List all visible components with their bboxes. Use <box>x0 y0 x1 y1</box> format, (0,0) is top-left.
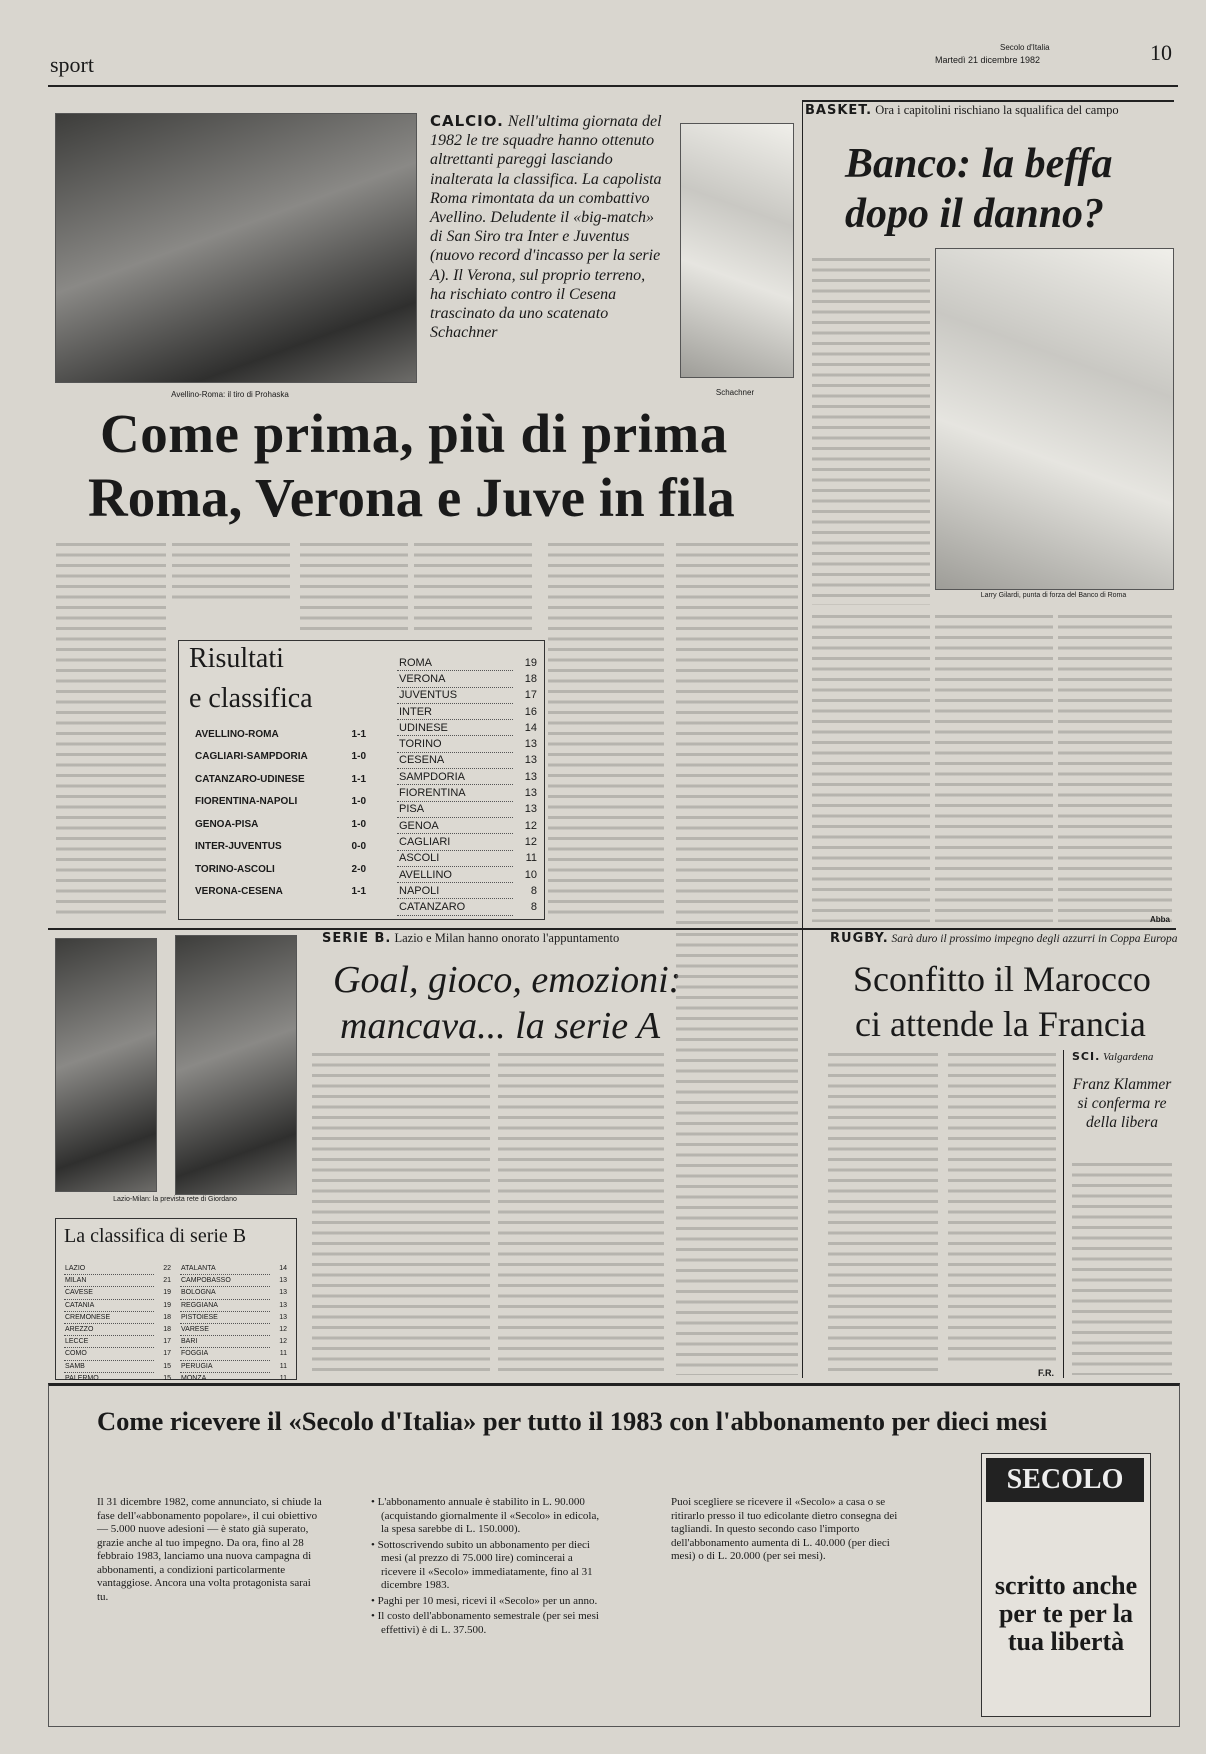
standings-team: VERONA <box>397 671 513 687</box>
standings-row <box>397 769 539 785</box>
standings-points: 8 <box>530 901 537 914</box>
serie-b-team: PISTOIESE <box>180 1311 270 1323</box>
standings-points: 13 <box>524 770 537 783</box>
standings-table <box>397 655 539 916</box>
mid-rule <box>48 928 1176 930</box>
standings-points: 12 <box>524 819 537 832</box>
section-label: sport <box>50 52 94 77</box>
result-score: 1-1 <box>351 728 366 740</box>
calcio-body-col3 <box>300 540 408 630</box>
rugby-body-col2 <box>948 1050 1056 1365</box>
calcio-standfirst-text: Nell'ultima giornata del 1982 le tre squadre hanno ottenuto altrettanti pareggi lasciando inalterata la classifica. La capolista Roma rimontata da un combattivo Avellino. Deludente il «big-match» di San Siro tra Inter e Juventus (nuovo record d'incasso per la serie A). Il Verona, sul proprio terreno, ha rischiato contro il Cesena trascinato da uno scatenato Schachner <box>430 113 662 342</box>
serie-b-points: 14 <box>279 1265 287 1273</box>
standings-row <box>397 752 539 768</box>
standings-points: 10 <box>524 868 537 881</box>
result-match: AVELLINO-ROMA <box>195 728 279 740</box>
photo-lazio-milan-2 <box>175 935 297 1195</box>
serie-b-team: CREMONESE <box>64 1311 154 1323</box>
result-row <box>193 881 368 904</box>
standings-points: 14 <box>524 721 537 734</box>
serie-b-points: 17 <box>163 1350 171 1358</box>
basket-signature: Abba <box>1150 915 1170 924</box>
serie-b-team: LECCE <box>64 1336 154 1348</box>
calcio-right-rule <box>802 100 803 930</box>
serie-b-points: 11 <box>279 1362 287 1370</box>
standings-points: 18 <box>524 672 537 685</box>
standings-points: 13 <box>524 787 537 800</box>
rugby-standfirst-text: Sarà duro il prossimo impegno degli azzurri in Coppa Europa <box>891 933 1178 945</box>
result-row <box>193 791 368 814</box>
serie-b-points: 15 <box>163 1374 171 1382</box>
standings-team: PISA <box>397 801 513 817</box>
basket-body-col1 <box>812 255 930 605</box>
calcio-body-col2 <box>172 540 290 600</box>
serie-b-table-left <box>64 1263 172 1385</box>
serie-b-team: REGGIANA <box>180 1299 270 1311</box>
rugby-headline-1: Sconfitto il Marocco <box>853 959 1151 999</box>
page-number: 10 <box>1150 40 1172 65</box>
basket-body-col3 <box>935 612 1053 922</box>
serie-b-row <box>64 1360 172 1372</box>
result-row <box>193 836 368 859</box>
result-row <box>193 768 368 791</box>
result-score: 1-0 <box>351 796 366 808</box>
calcio-body-col5 <box>548 540 664 920</box>
calcio-headline-2: Roma, Verona e Juve in fila <box>88 467 735 528</box>
result-score: 1-0 <box>351 818 366 830</box>
standings-row <box>397 899 539 915</box>
serie-b-kicker: SERIE B. <box>322 931 392 946</box>
serie-b-team: PERUGIA <box>180 1360 270 1372</box>
rugby-headline-2: ci attende la Francia <box>855 1004 1146 1044</box>
basket-body-col2 <box>812 612 930 922</box>
serie-b-body-col2 <box>498 1050 664 1375</box>
serie-b-team: VARESE <box>180 1323 270 1335</box>
result-score: 0-0 <box>351 841 366 853</box>
calcio-body-col1 <box>56 540 166 920</box>
calcio-body-col6 <box>676 540 798 925</box>
result-match: CATANZARO-UDINESE <box>195 773 305 785</box>
rugby-body-col1 <box>828 1050 938 1375</box>
basket-headline-1: Banco: la beffa <box>845 141 1113 187</box>
standings-row <box>397 720 539 736</box>
standings-row <box>397 703 539 719</box>
serie-b-row <box>64 1323 172 1335</box>
serie-b-team: CAMPOBASSO <box>180 1275 270 1287</box>
serie-b-points: 13 <box>279 1301 287 1309</box>
serie-b-points: 21 <box>163 1277 171 1285</box>
serie-b-team: BOLOGNA <box>180 1287 270 1299</box>
sci-kicker-line <box>1072 1050 1153 1063</box>
serie-b-points: 22 <box>163 1265 171 1273</box>
standings-team: GENOA <box>397 817 513 833</box>
basket-body-col4 <box>1058 612 1172 922</box>
result-score: 1-0 <box>351 751 366 763</box>
serie-b-team: SAMB <box>64 1360 154 1372</box>
standings-row <box>397 687 539 703</box>
standings-row <box>397 655 539 671</box>
result-match: INTER-JUVENTUS <box>195 841 282 853</box>
serie-b-row <box>64 1299 172 1311</box>
basket-standfirst-text: Ora i capitolini rischiano la squalifica del campo <box>875 103 1119 117</box>
basket-top-rule <box>802 100 1174 102</box>
serie-b-points: 18 <box>163 1313 171 1321</box>
serie-b-row <box>180 1275 288 1287</box>
sci-headline: Franz Klammer si conferma re della libera <box>1072 1076 1172 1131</box>
subscription-col3: Puoi scegliere se ricevere il «Secolo» a casa o se ritirarlo presso il tuo edicolante dietro consegna dei tagliandi. In questo secondo caso l'importo dell'abbonamento aumenta di L. 40.000 (per dieci mesi) o di L. 20.000 (per sei mesi). <box>671 1496 898 1562</box>
paper-name: Secolo d'Italia <box>1000 43 1050 52</box>
results-table <box>193 723 368 903</box>
standings-row <box>397 736 539 752</box>
serie-b-table-title: La classifica di serie B <box>64 1225 247 1247</box>
serie-b-points: 11 <box>279 1350 287 1358</box>
standings-row <box>397 817 539 833</box>
serie-b-points: 13 <box>279 1277 287 1285</box>
result-match: TORINO-ASCOLI <box>195 863 275 875</box>
serie-b-points: 15 <box>163 1362 171 1370</box>
ad-tagline: scritto anche per te per la tua libertà <box>994 1571 1138 1656</box>
standings-points: 13 <box>524 738 537 751</box>
standings-team: FIORENTINA <box>397 785 513 801</box>
serie-b-photo-caption: Lazio-Milan: la prevista rete di Giordano <box>113 1196 237 1203</box>
subscription-ad <box>981 1453 1151 1717</box>
result-row <box>193 723 368 746</box>
serie-b-row <box>180 1336 288 1348</box>
standings-team: CESENA <box>397 752 513 768</box>
serie-b-row <box>64 1287 172 1299</box>
subscription-col1: Il 31 dicembre 1982, come annunciato, si chiude la fase dell'«abbonamento popolare», il cui obiettivo — 5.000 nuove adesioni — è stato già superato, grazie anche al tuo impegno. Da ora, fino al 28 febbraio 1983, lanciamo una nuova campagna di abbonamenti, a condizioni particolarmente vantaggiose. Ancora una volta protagonista sarai tu. <box>97 1496 322 1603</box>
basket-standfirst <box>805 103 1175 118</box>
serie-b-row <box>180 1299 288 1311</box>
subscription-bullet: • Il costo dell'abbonamento semestrale (per sei mesi effettivi) è di L. 37.500. <box>371 1610 599 1636</box>
photo-avellino-roma <box>55 113 417 383</box>
standings-row <box>397 834 539 850</box>
result-match: CAGLIARI-SAMPDORIA <box>195 751 308 763</box>
serie-b-standfirst-text: Lazio e Milan hanno onorato l'appuntamento <box>394 931 620 945</box>
standings-row <box>397 801 539 817</box>
basket-headline-2: dopo il danno? <box>845 191 1105 237</box>
rugby-kicker: RUGBY. <box>830 931 889 946</box>
ad-masthead: SECOLO <box>986 1458 1144 1502</box>
result-match: VERONA-CESENA <box>195 886 283 898</box>
serie-b-table-right <box>180 1263 288 1385</box>
standings-team: AVELLINO <box>397 866 513 882</box>
standings-team: TORINO <box>397 736 513 752</box>
serie-b-headline-2: mancava... la serie A <box>340 1005 661 1047</box>
standings-team: CATANZARO <box>397 899 513 915</box>
standings-team: UDINESE <box>397 720 513 736</box>
serie-b-row <box>64 1336 172 1348</box>
result-row <box>193 858 368 881</box>
serie-b-table-box <box>55 1218 297 1380</box>
serie-b-team: BARI <box>180 1336 270 1348</box>
header-rule <box>48 85 1178 87</box>
standings-team: NAPOLI <box>397 883 513 899</box>
standings-team: ROMA <box>397 655 513 671</box>
serie-b-row <box>180 1323 288 1335</box>
serie-b-team: COMO <box>64 1348 154 1360</box>
standings-row <box>397 785 539 801</box>
result-row <box>193 813 368 836</box>
serie-b-row <box>64 1263 172 1275</box>
serie-b-row <box>180 1287 288 1299</box>
serie-b-points: 12 <box>279 1338 287 1346</box>
calcio-body-col4 <box>414 540 532 630</box>
result-score: 1-1 <box>351 773 366 785</box>
standings-team: ASCOLI <box>397 850 513 866</box>
photo-basket-gilardi <box>935 248 1174 590</box>
serie-b-points: 19 <box>163 1301 171 1309</box>
result-score: 2-0 <box>351 863 366 875</box>
serie-b-body-col1 <box>312 1050 490 1375</box>
rugby-signature: F.R. <box>1038 1368 1055 1378</box>
photo-lazio-milan-1 <box>55 938 157 1192</box>
standings-team: JUVENTUS <box>397 687 513 703</box>
serie-b-points: 11 <box>279 1374 287 1382</box>
serie-b-points: 13 <box>279 1313 287 1321</box>
sci-body <box>1072 1160 1172 1375</box>
standings-points: 17 <box>524 689 537 702</box>
serie-b-headline-1: Goal, gioco, emozioni: <box>333 959 682 1001</box>
risultati-title-2: e classifica <box>189 683 313 714</box>
rugby-left-rule <box>802 930 803 1378</box>
sci-kicker: SCI. <box>1072 1050 1101 1063</box>
photo-caption-prohaska: Avellino-Roma: il tiro di Prohaska <box>171 390 289 399</box>
serie-b-team: PALERMO <box>64 1372 154 1384</box>
serie-b-team: CAVESE <box>64 1287 154 1299</box>
serie-b-team: FOGGIA <box>180 1348 270 1360</box>
serie-b-row <box>180 1348 288 1360</box>
serie-b-team: CATANIA <box>64 1299 154 1311</box>
standings-points: 11 <box>525 852 537 865</box>
standings-points: 13 <box>524 803 537 816</box>
photo-schachner <box>680 123 794 378</box>
risultati-title-1: Risultati <box>189 643 284 674</box>
serie-b-team: LAZIO <box>64 1263 154 1275</box>
serie-b-points: 19 <box>163 1289 171 1297</box>
subscription-bullet: • L'abbonamento annuale è stabilito in L. 90.000 (acquistando giornalmente il «Secolo» in edicola, la spesa sarebbe di L. 150.000). <box>371 1496 600 1535</box>
result-score: 1-1 <box>351 886 366 898</box>
standings-points: 12 <box>524 835 537 848</box>
serie-b-team: MONZA <box>180 1372 270 1384</box>
serie-b-points: 13 <box>279 1289 287 1297</box>
serie-b-points: 17 <box>163 1338 171 1346</box>
standings-points: 19 <box>524 656 537 669</box>
serie-b-team: MILAN <box>64 1275 154 1287</box>
serie-b-team: AREZZO <box>64 1323 154 1335</box>
serie-b-row <box>64 1311 172 1323</box>
rugby-standfirst <box>830 931 1178 946</box>
subscription-box <box>48 1383 1180 1727</box>
serie-b-row <box>180 1263 288 1275</box>
issue-date: Martedì 21 dicembre 1982 <box>935 55 1041 65</box>
standings-row <box>397 671 539 687</box>
serie-b-team: ATALANTA <box>180 1263 270 1275</box>
standings-row <box>397 850 539 866</box>
standings-points: 16 <box>524 705 537 718</box>
standings-row <box>397 866 539 882</box>
standings-row <box>397 883 539 899</box>
serie-b-row <box>180 1311 288 1323</box>
result-row <box>193 746 368 769</box>
serie-b-points: 18 <box>163 1326 171 1334</box>
risultati-box <box>178 640 545 920</box>
serie-b-row <box>64 1275 172 1287</box>
standings-team: INTER <box>397 703 513 719</box>
subscription-bullet: • Paghi per 10 mesi, ricevi il «Secolo» per un anno. <box>371 1594 598 1607</box>
serie-b-row <box>64 1348 172 1360</box>
serie-b-standfirst <box>322 931 662 946</box>
sci-left-rule <box>1063 1050 1064 1378</box>
calcio-kicker: CALCIO. <box>430 112 504 130</box>
serie-b-row <box>180 1360 288 1372</box>
basket-kicker: BASKET. <box>805 103 873 118</box>
subscription-bullet: • Sottoscrivendo subito un abbonamento per dieci mesi (al prezzo di 75.000 lire) comincerai a ricevere il «Secolo» immediatamente, fino al 31 dicembre 1983. <box>371 1538 593 1591</box>
calcio-headline-1: Come prima, più di prima <box>100 403 728 464</box>
subscription-bullets <box>371 1496 606 1639</box>
standings-team: CAGLIARI <box>397 834 513 850</box>
photo-caption-schachner: Schachner <box>715 388 755 397</box>
serie-b-body-col3 <box>676 930 798 1375</box>
standings-points: 8 <box>530 884 537 897</box>
subscription-headline: Come ricevere il «Secolo d'Italia» per tutto il 1983 con l'abbonamento per dieci mesi <box>97 1406 1048 1436</box>
serie-b-points: 12 <box>279 1326 287 1334</box>
result-match: GENOA-PISA <box>195 818 259 830</box>
result-match: FIORENTINA-NAPOLI <box>195 796 298 808</box>
standings-team: SAMPDORIA <box>397 769 513 785</box>
standings-points: 13 <box>524 754 537 767</box>
calcio-standfirst <box>430 112 662 342</box>
sci-place: Valgardena <box>1103 1051 1154 1063</box>
basket-photo-caption: Larry Gilardi, punta di forza del Banco di Roma <box>980 592 1127 599</box>
